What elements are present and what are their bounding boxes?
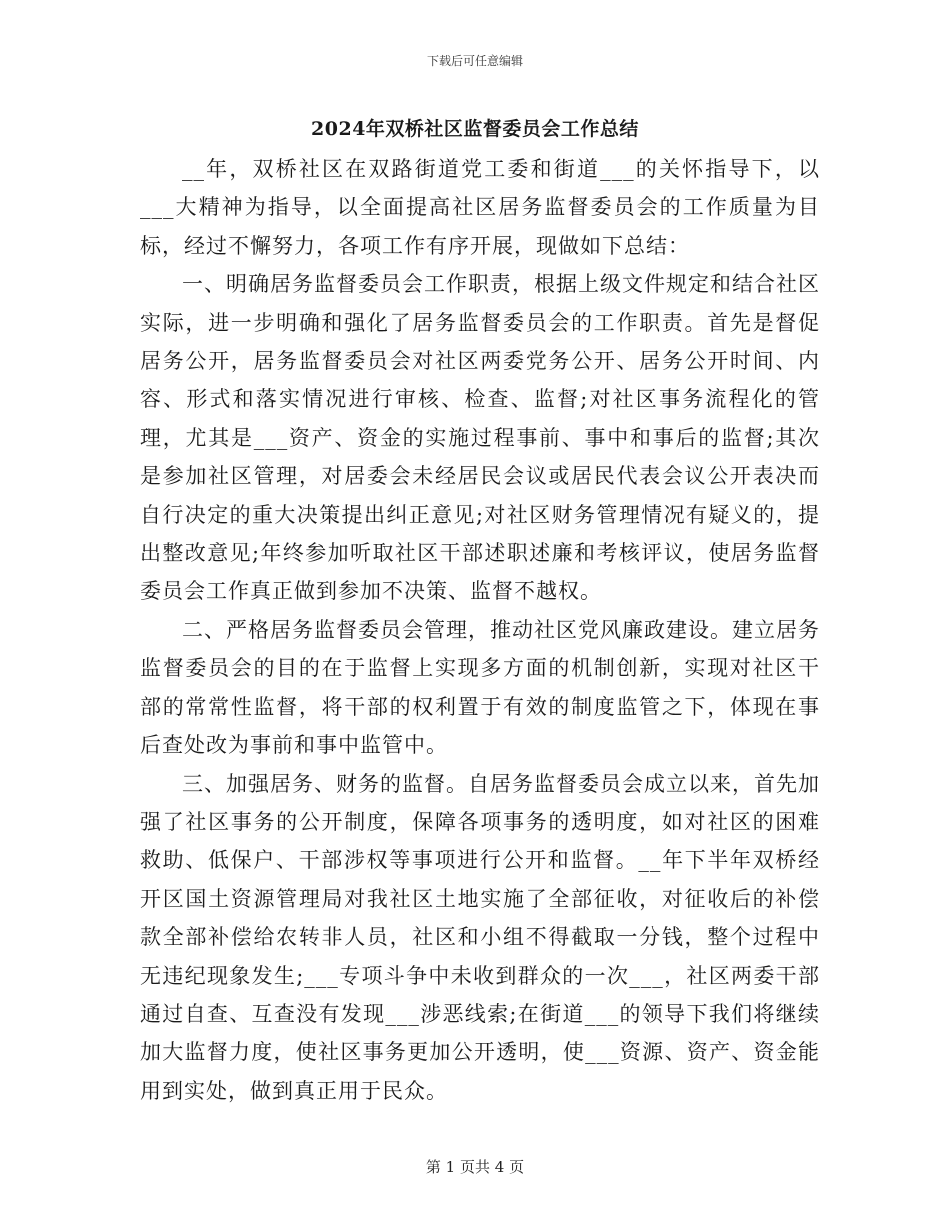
- paragraph-section-2: 二、严格居务监督委员会管理，推动社区党风廉政建设。建立居务监督委员会的目的在于监督上实现多方面的机制创新，实现对社区干部的常常性监督，将干部的权利置于有效的制度监管之下，体现在事后查处改为事前和事中监管中。: [140, 617, 820, 758]
- paragraph-intro: __年，双桥社区在双路街道党工委和街道___的关怀指导下，以___大精神为指导，以全面提高社区居务监督委员会的工作质量为目标，经过不懈努力，各项工作有序开展，现做如下总结：: [140, 157, 820, 258]
- document-body: [140, 150, 820, 1110]
- page-number: 第 1 页共 4 页: [425, 1158, 525, 1176]
- paragraph-section-3: 三、加强居务、财务的监督。自居务监督委员会成立以来，首先加强了社区事务的公开制度，保障各项事务的透明度，如对社区的困难救助、低保户、干部涉权等事项进行公开和监督。__年下半年双桥经开区国土资源管理局对我社区土地实施了全部征收，对征收后的补偿款全部补偿给农转非人员，社区和小组不得截取一分钱，整个过程中无违纪现象发生;___专项斗争中未收到群众的一次___，社区两委干部通过自查、互查没有发现___涉恶线索;在街道___的领导下我们将继续加大监督力度，使社区事务更加公开透明，使___资源、资产、资金能用到实处，做到真正用于民众。: [140, 771, 820, 1103]
- document-title: 2024年双桥社区监督委员会工作总结: [311, 118, 639, 140]
- paragraph-section-1: 一、明确居务监督委员会工作职责，根据上级文件规定和结合社区实际，进一步明确和强化了居务监督委员会的工作职责。首先是督促居务公开，居务监督委员会对社区两委党务公开、居务公开时间、内容、形式和落实情况进行审核、检查、监督;对社区事务流程化的管理，尤其是___资产、资金的实施过程事前、事中和事后的监督;其次是参加社区管理，对居委会未经居民会议或居民代表会议公开表决而自行决定的重大决策提出纠正意见;对社区财务管理情况有疑义的，提出整改意见;年终参加听取社区干部述职述廉和考核评议，使居务监督委员会工作真正做到参加不决策、监督不越权。: [140, 272, 820, 604]
- download-note: 下载后可任意编辑: [426, 54, 523, 68]
